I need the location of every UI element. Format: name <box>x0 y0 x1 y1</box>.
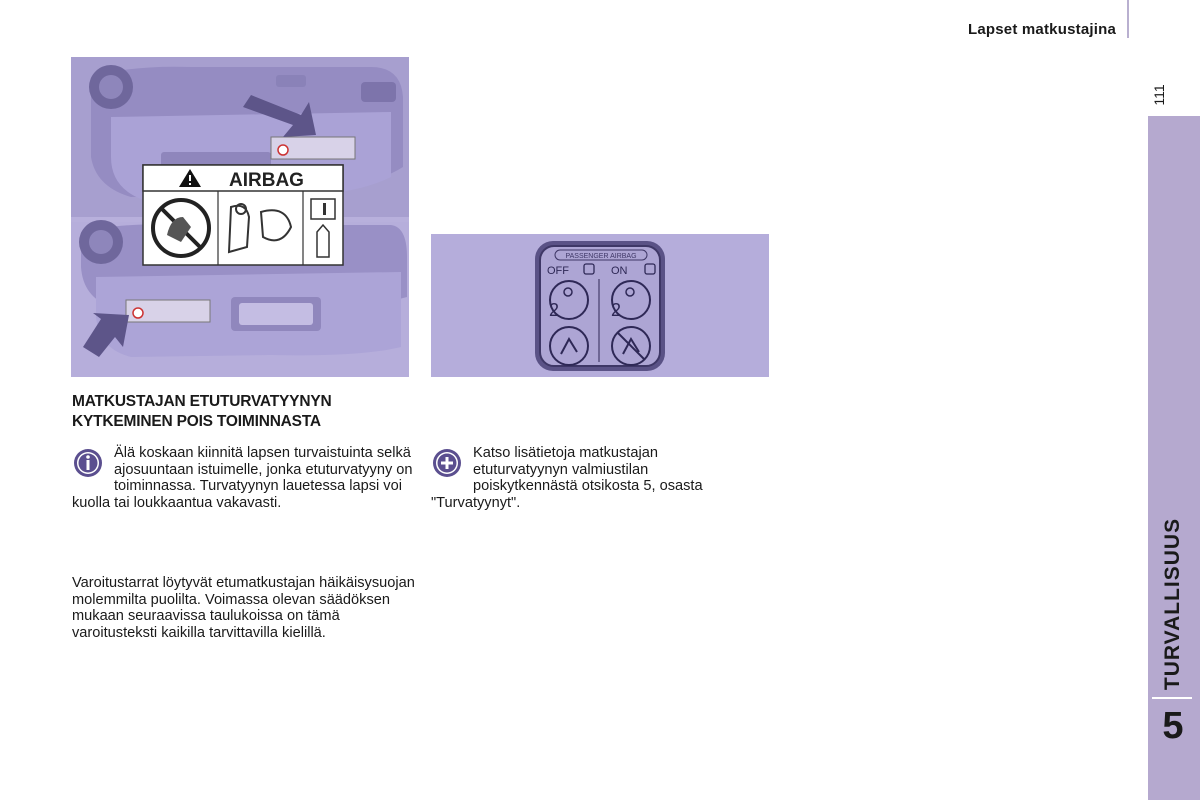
section-heading: MATKUSTAJAN ETUTURVATYYNYN KYTKEMINEN POIS TOIMINNASTA <box>72 393 332 430</box>
svg-text:2: 2 <box>611 300 622 320</box>
page-number: 111 <box>1151 84 1167 106</box>
panel-title-label: PASSENGER AIRBAG <box>565 253 637 260</box>
warning-block <box>72 445 417 511</box>
warning-text: Älä koskaan kiinnitä lapsen turvaistuinta selkä ajosuuntaan istuimelle, jonka etuturvatyyny on toiminnassa. Turvatyynyn lauetessa lapsi voi kuolla tai loukkaantua vakavasti. <box>72 445 413 511</box>
info-circle-icon <box>72 447 104 479</box>
svg-text:2: 2 <box>549 300 560 320</box>
plus-circle-icon <box>431 447 463 479</box>
section-title: Lapset matkustajina <box>967 21 1116 38</box>
info-paragraph: Varoitustarrat löytyvät etumatkustajan häikäisysuojan molemmilta puolilta. Voimassa olevan säädöksen mukaan seuraavissa taulukoissa on tämä varoitusteksti kaikilla tarvittavilla kielillä. <box>72 575 415 641</box>
off-label: OFF <box>547 265 569 277</box>
header-divider <box>1127 0 1129 38</box>
note-text: Katso lisätietoja matkustajan etuturvatyynyn valmiustilan poiskytkennästä otsikosta 5, osasta "Turvatyynyt". <box>431 445 703 511</box>
airbag-label-text: AIRBAG <box>229 170 304 191</box>
chapter-title: TURVALLISUUS <box>1161 517 1184 691</box>
note-block <box>431 445 731 511</box>
passenger-airbag-panel-illustration <box>431 234 769 377</box>
on-label: ON <box>611 265 628 277</box>
chapter-divider <box>1152 697 1192 699</box>
chapter-number: 5 <box>1162 705 1184 747</box>
sunvisor-label-illustration <box>71 57 409 377</box>
